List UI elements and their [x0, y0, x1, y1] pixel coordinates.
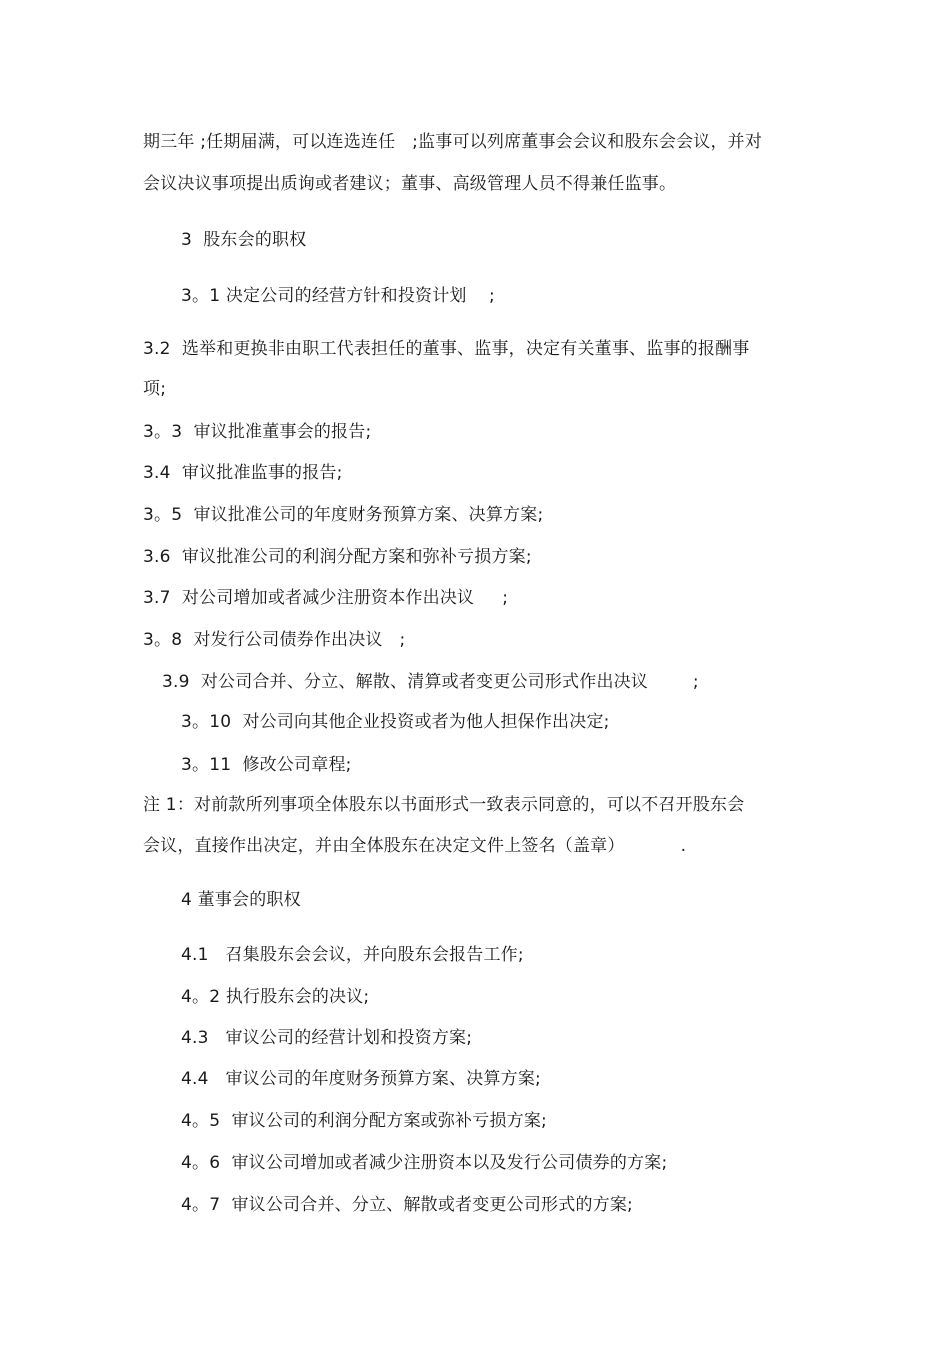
list-item: 3。3 审议批准董事会的报告; — [143, 422, 372, 442]
list-item: 3.2 选举和更换非由职工代表担任的董事、监事，决定有关董事、监事的报酬事 — [143, 339, 750, 359]
list-item: 项; — [143, 379, 167, 399]
list-item: 4。5 审议公司的利润分配方案或弥补亏损方案; — [181, 1111, 547, 1131]
list-item: 3.6 审议批准公司的利润分配方案和弥补亏损方案; — [143, 547, 532, 567]
list-item: 4.3 审议公司的经营计划和投资方案; — [181, 1028, 473, 1048]
list-item: 3。11 修改公司章程; — [181, 755, 352, 775]
list-item: 3。1 决定公司的经营方针和投资计划 ; — [181, 286, 495, 306]
list-item: 4。7 审议公司合并、分立、解散或者变更公司形式的方案; — [181, 1195, 633, 1215]
list-item: 3。10 对公司向其他企业投资或者为他人担保作出决定; — [181, 712, 610, 732]
list-item: 3.7 对公司增加或者减少注册资本作出决议 ; — [143, 588, 509, 608]
paragraph-line: 期三年 ;任期届满，可以连选连任 ;监事可以列席董事会会议和股东会会议，并对 — [143, 132, 763, 152]
list-item: 4.4 审议公司的年度财务预算方案、决算方案; — [181, 1069, 541, 1089]
list-item: 4.1 召集股东会会议，并向股东会报告工作; — [181, 945, 524, 965]
paragraph-line: 会议决议事项提出质询或者建议；董事、高级管理人员不得兼任监事。 — [143, 174, 677, 194]
list-item: 3。5 审议批准公司的年度财务预算方案、决算方案; — [143, 505, 544, 525]
note-line: 会议，直接作出决定，并由全体股东在决定文件上签名（盖章） . — [143, 836, 687, 856]
list-item: 4。6 审议公司增加或者减少注册资本以及发行公司债券的方案; — [181, 1153, 668, 1173]
list-item: 3.4 审议批准监事的报告; — [143, 463, 343, 483]
section-heading: 4 董事会的职权 — [181, 890, 301, 910]
list-item: 3。8 对发行公司债券作出决议 ; — [143, 630, 406, 650]
note-line: 注 1：对前款所列事项全体股东以书面形式一致表示同意的，可以不召开股东会 — [143, 795, 745, 815]
list-item: 3.9 对公司合并、分立、解散、清算或者变更公司形式作出决议 ; — [162, 672, 699, 692]
section-heading: 3 股东会的职权 — [181, 230, 307, 250]
list-item: 4。2 执行股东会的决议; — [181, 987, 370, 1007]
